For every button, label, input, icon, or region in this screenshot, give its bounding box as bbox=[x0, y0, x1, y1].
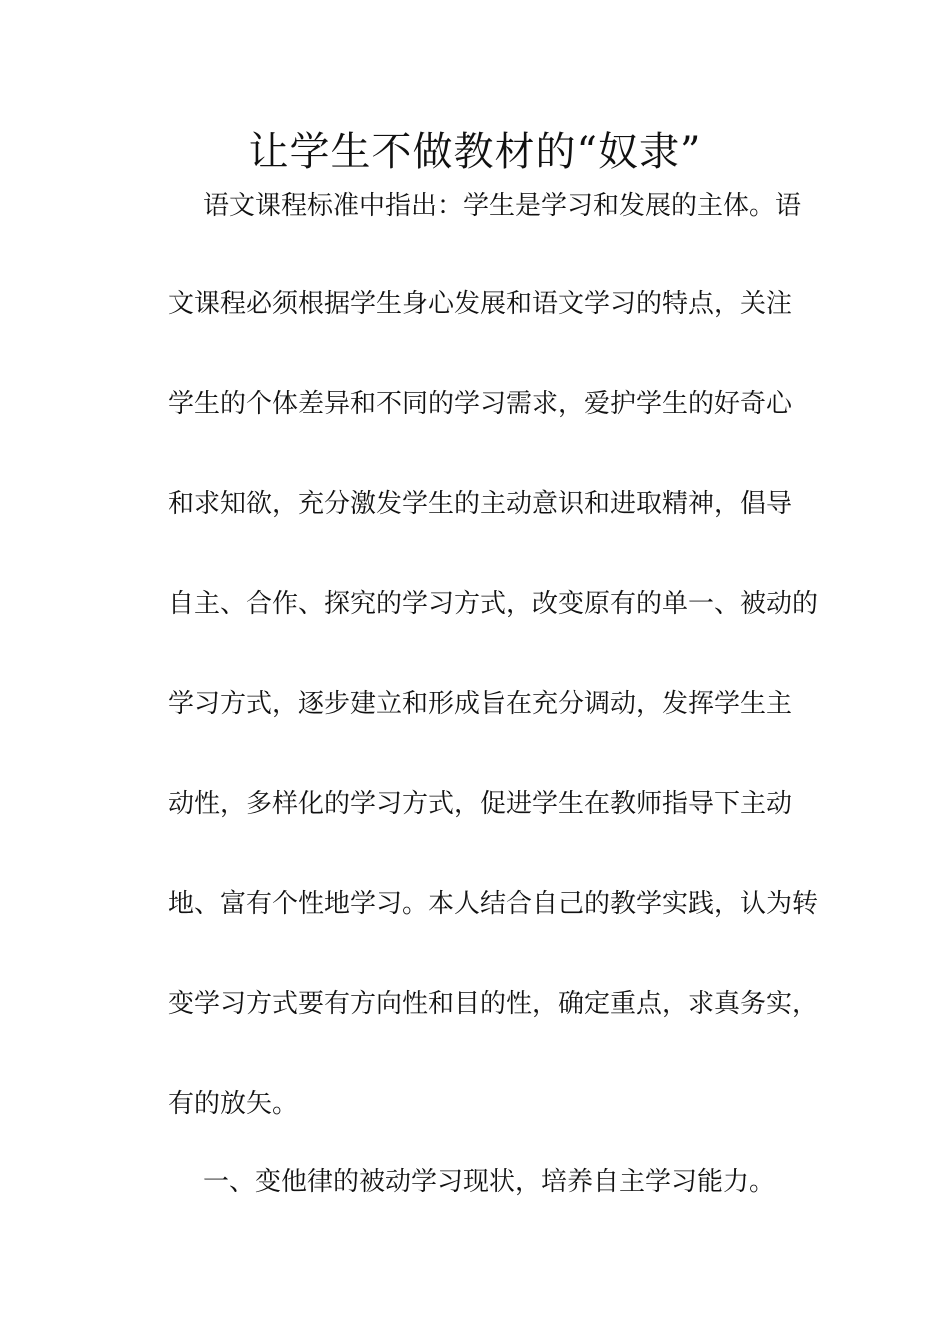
section-heading: 一、变他律的被动学习现状，培养自主学习能力。 bbox=[203, 1167, 776, 1197]
paragraph-line: 语文课程标准中指出：学生是学习和发展的主体。语 bbox=[203, 191, 802, 221]
paragraph-line: 自主、合作、探究的学习方式，改变原有的单一、被动的 bbox=[168, 589, 819, 619]
paragraph-line: 变学习方式要有方向性和目的性，确定重点，求真务实， bbox=[168, 989, 819, 1019]
paragraph-line: 和求知欲，充分激发学生的主动意识和进取精神，倡导 bbox=[168, 489, 793, 519]
paragraph-line: 地、富有个性地学习。本人结合自己的教学实践，认为转 bbox=[168, 889, 819, 919]
paragraph-line: 学习方式，逐步建立和形成旨在充分调动，发挥学生主 bbox=[168, 689, 793, 719]
paragraph-line: 文课程必须根据学生身心发展和语文学习的特点，关注 bbox=[168, 289, 793, 319]
paragraph-line: 动性，多样化的学习方式，促进学生在教师指导下主动 bbox=[168, 789, 793, 819]
document-title: 让学生不做教材的“奴隶” bbox=[248, 129, 702, 175]
paragraph-line: 有的放矢。 bbox=[168, 1089, 299, 1119]
paragraph-line: 学生的个体差异和不同的学习需求，爱护学生的好奇心 bbox=[168, 389, 793, 419]
